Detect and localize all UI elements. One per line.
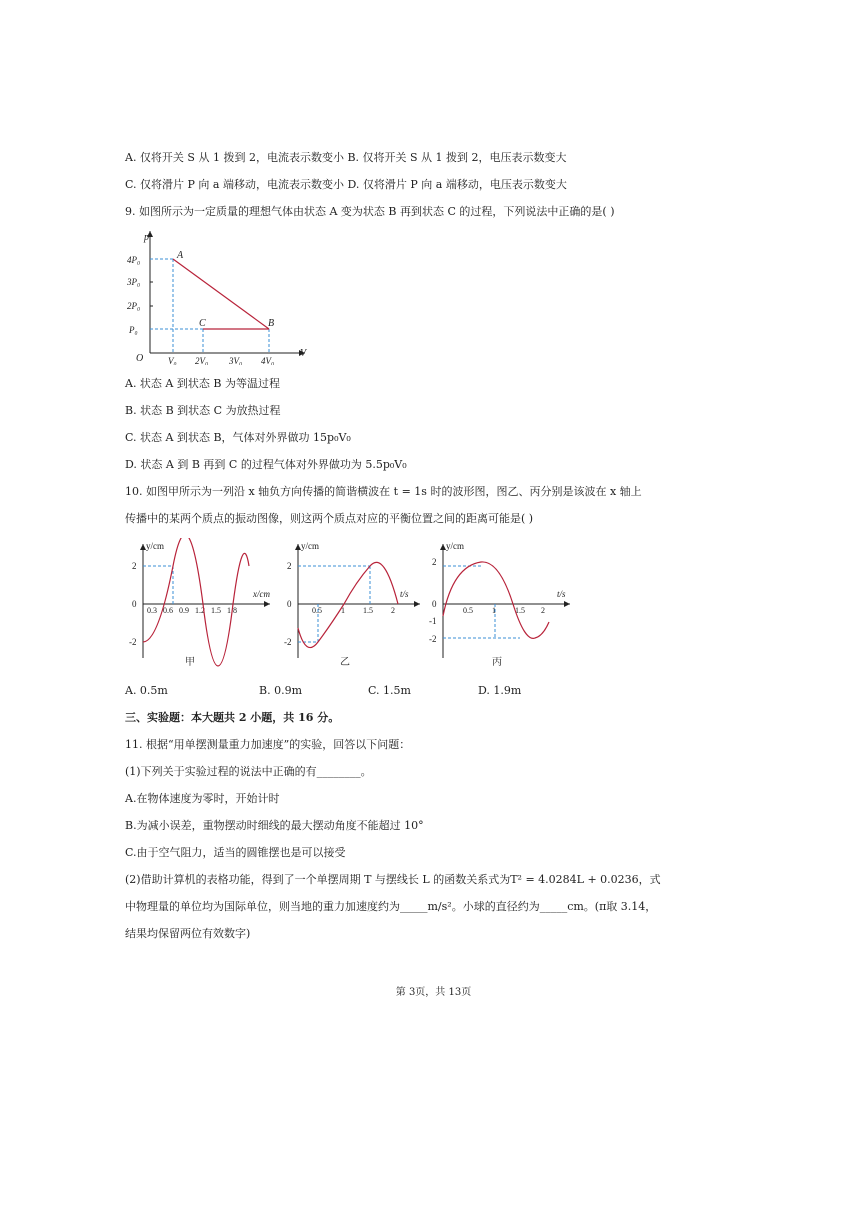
- bing-wave-curve: [443, 562, 549, 638]
- q9-option-d: D. 状态 A 到 B 再到 C 的过程气体对外界做功为 5.5p₀V₀: [125, 458, 407, 471]
- bing-x-tick-1.5: 1.5: [515, 606, 525, 615]
- section-3-heading: 三、实验题：本大题共 2 小题，共 16 分。: [125, 711, 340, 724]
- q9-x-tick-2v0: 2V₀: [195, 356, 209, 365]
- jia-y-tick-2: 2: [132, 561, 137, 571]
- bing-x-label: t/s: [557, 589, 566, 599]
- q9-y-tick-p0: P₀: [129, 325, 138, 335]
- yi-x-tick-2: 2: [391, 606, 395, 615]
- jia-caption: 甲: [185, 657, 195, 668]
- jia-x-label: x/cm: [253, 589, 270, 599]
- jia-x-tick-1.5: 1.5: [211, 606, 221, 615]
- q9-x-tick-v0: V₀: [168, 356, 177, 365]
- jia-y-tick-0: 0: [132, 599, 137, 609]
- yi-y-tick-2: 2: [287, 561, 292, 571]
- jia-x-tick-0.6: 0.6: [163, 606, 173, 615]
- q9-x-tick-4v0: 4V₀: [261, 356, 275, 365]
- q10-graph-jia: [125, 538, 275, 670]
- yi-x-tick-1: 1: [341, 606, 345, 615]
- yi-x-label: t/s: [400, 589, 409, 599]
- q9-option-c: C. 状态 A 到状态 B，气体对外界做功 15p₀V₀: [125, 431, 351, 444]
- q11-option-c: C.由于空气阻力，适当的圆锥摆也是可以接受: [125, 846, 346, 859]
- yi-x-tick-1.5: 1.5: [363, 606, 373, 615]
- bing-x-tick-2: 2: [541, 606, 545, 615]
- q8-option-line-2: C. 仅将滑片 P 向 a 端移动，电流表示数变小 D. 仅将滑片 P 向 a 端移动，电压表示数变大: [125, 178, 567, 191]
- bing-caption: 丙: [492, 657, 502, 668]
- q9-stem: 9. 如图所示为一定质量的理想气体由状态 A 变为状态 B 再到状态 C 的过程，下列说法中正确的是( ): [125, 205, 615, 218]
- q9-x-axis-label: V: [300, 348, 307, 359]
- page-footer: 第 3页，共 13页: [395, 987, 472, 998]
- yi-wave-curve: [298, 562, 398, 647]
- q11-part2-line-3: 结果均保留两位有效数字): [125, 927, 251, 940]
- q10-option-c: C. 1.5m: [368, 684, 411, 697]
- q10-graph-bing: [425, 538, 575, 670]
- jia-wave-curve: [143, 538, 249, 666]
- q9-y-axis-label: p: [144, 232, 149, 243]
- q9-point-b-label: B: [268, 318, 275, 329]
- jia-x-tick-0.3: 0.3: [147, 606, 157, 615]
- bing-y-tick-neg1: -1: [429, 616, 437, 626]
- yi-y-label: y/cm: [301, 541, 319, 551]
- q9-y-tick-2p0: 2P₀: [127, 301, 141, 311]
- q8-option-line-1: A. 仅将开关 S 从 1 拨到 2，电流表示数变小 B. 仅将开关 S 从 1 拨到 2，电压表示数变大: [125, 151, 567, 164]
- q9-option-b: B. 状态 B 到状态 C 为放热过程: [125, 404, 281, 417]
- yi-caption: 乙: [340, 657, 350, 668]
- q10-option-d: D. 1.9m: [478, 684, 522, 697]
- yi-y-tick-0: 0: [287, 599, 292, 609]
- q9-origin-label: O: [136, 353, 144, 364]
- q9-y-tick-3p0: 3P₀: [127, 277, 141, 287]
- q9-point-a-label: A: [177, 250, 184, 261]
- jia-x-tick-0.9: 0.9: [179, 606, 189, 615]
- yi-x-tick-0.5: 0.5: [312, 606, 322, 615]
- q9-point-c-label: C: [199, 318, 206, 329]
- q9-y-tick-4p0: 4P₀: [127, 255, 141, 265]
- q11-part2-line-1: (2)借助计算机的表格功能，得到了一个单摆周期 T 与摆线长 L 的函数关系式为T² = 4.0284L + 0.0236，式: [125, 873, 661, 886]
- q10-stem-line-2: 传播中的某两个质点的振动图像，则这两个质点对应的平衡位置之间的距离可能是( ): [125, 512, 534, 525]
- q11-option-a: A.在物体速度为零时，开始计时: [125, 792, 280, 805]
- bing-y-tick-2: 2: [432, 557, 437, 567]
- q10-option-b: B. 0.9m: [259, 684, 303, 697]
- bing-y-tick-neg2: -2: [429, 634, 437, 644]
- q10-stem-line-1: 10. 如图甲所示为一列沿 x 轴负方向传播的简谐横波在 t = 1s 时的波形图，图乙、丙分别是该波在 x 轴上: [125, 485, 642, 498]
- bing-y-tick-0: 0: [432, 599, 437, 609]
- q11-stem: 11. 根据“用单摆测量重力加速度”的实验，回答以下问题：: [125, 738, 411, 751]
- bing-x-tick-0.5: 0.5: [463, 606, 473, 615]
- q11-option-b: B.为减小误差，重物摆动时细线的最大摆动角度不能超过 10°: [125, 819, 424, 832]
- bing-x-tick-1: 1: [492, 606, 496, 615]
- q9-pv-graph: [125, 225, 315, 365]
- q10-graph-yi: [280, 538, 430, 670]
- q10-option-a: A. 0.5m: [125, 684, 168, 697]
- yi-y-tick-neg2: -2: [284, 637, 292, 647]
- jia-y-tick-neg2: -2: [129, 637, 137, 647]
- q9-option-a: A. 状态 A 到状态 B 为等温过程: [125, 377, 280, 390]
- q9-process-a-to-b: [173, 259, 269, 329]
- bing-y-label: y/cm: [446, 541, 464, 551]
- jia-x-tick-1.8: 1.8: [227, 606, 237, 615]
- jia-x-tick-1.2: 1.2: [195, 606, 205, 615]
- q11-part2-line-2: 中物理量的单位均为国际单位，则当地的重力加速度约为_____m/s²。小球的直径约为_____cm。(π取 3.14，: [125, 900, 657, 913]
- jia-y-label: y/cm: [146, 541, 164, 551]
- q9-x-tick-3v0: 3V₀: [229, 356, 243, 365]
- q11-part1: (1)下列关于实验过程的说法中正确的有________。: [125, 765, 372, 778]
